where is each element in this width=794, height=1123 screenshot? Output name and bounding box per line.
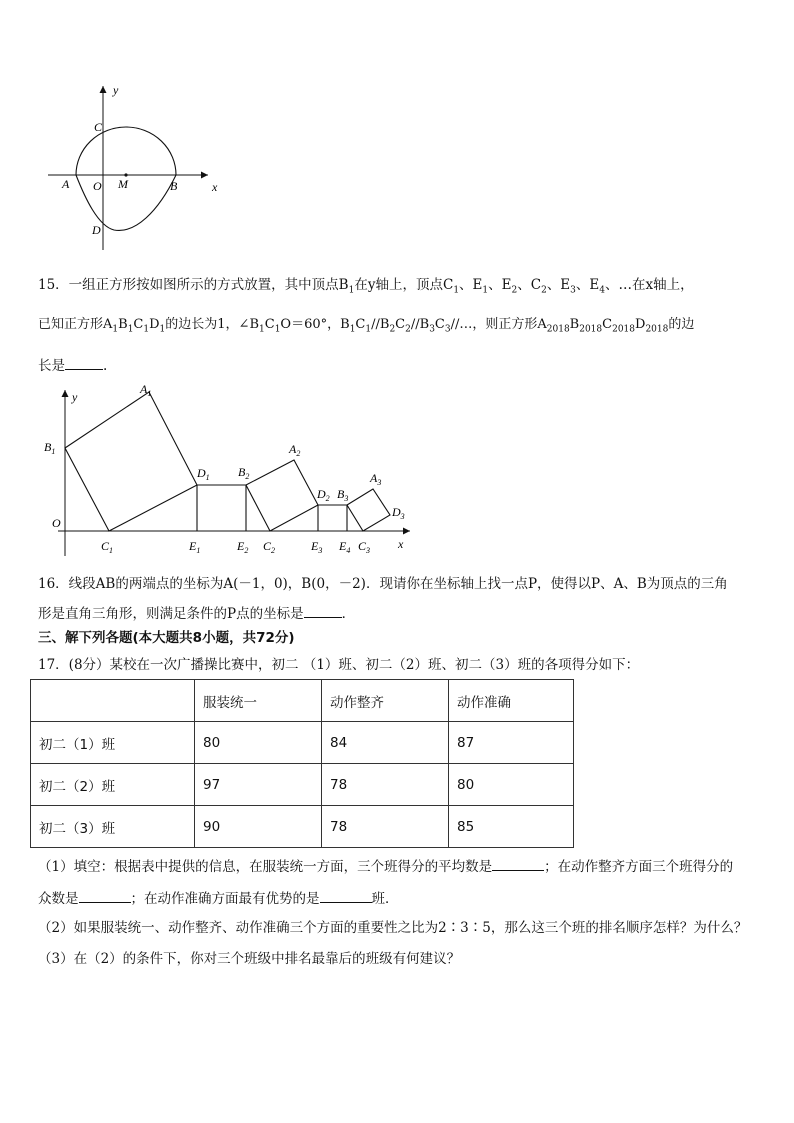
q17-intro: 17．(8分）某校在一次广播操比赛中，初二 （1）班、初二（2）班、初二（3）班的各项得分如下： (38, 657, 640, 673)
table-header-cell: 动作整齐 (322, 680, 449, 722)
table-cell: 97 (195, 764, 322, 806)
label-e2: $E_2$ (237, 539, 249, 555)
table-header-cell: 服装统一 (195, 680, 322, 722)
label-d3: $D_3$ (392, 505, 405, 521)
table-cell: 78 (322, 806, 449, 848)
q15-line-3: 长是 . (38, 355, 107, 375)
square-4 (318, 505, 347, 531)
table-header-row (31, 680, 574, 722)
table-cell: 85 (449, 806, 574, 848)
label-d1: $D_1$ (197, 466, 210, 482)
label-b2: $B_2$ (238, 465, 250, 481)
x-axis-label: x (398, 537, 404, 551)
table-cell: 78 (322, 764, 449, 806)
table-cell: 84 (322, 722, 449, 764)
q17-part-1-line-1: （1）填空：根据表中提供的信息，在服装统一方面，三个班得分的平均数是 ；在动作整齐方面三个班得分的 (38, 856, 733, 876)
answer-blank-average (492, 856, 544, 871)
q17-part-1-line-2: 众数是 ；在动作准确方面最有优势的是 班． (38, 888, 399, 908)
circle-arc (76, 127, 176, 175)
table-cell: 初二（2）班 (31, 764, 195, 806)
label-d2: $D_2$ (317, 487, 330, 503)
label-a: A (62, 177, 70, 191)
square-1 (65, 392, 197, 531)
label-c1: $C_1$ (101, 539, 114, 555)
table-row (31, 806, 574, 848)
y-axis-label: y (72, 390, 78, 404)
q15-line-1: 15．一组正方形按如图所示的方式放置，其中顶点$B_1$在y轴上，顶点$C_1$、$E_1$、$E_2$、$C_2$、$E_3$、$E_4$、…在x轴上， (38, 277, 694, 296)
q16-line-1: 16．线段AB的两端点的坐标为A(－1，0)，B(0，－2)．现请你在坐标轴上找一点P，使得以P、A、B为顶点的三角 (38, 576, 728, 592)
q16-line-2: 形是直角三角形，则满足条件的P点的坐标是 ． (38, 603, 355, 623)
table-cell: 80 (195, 722, 322, 764)
label-a1: $A_1$ (140, 382, 152, 398)
section-heading: 三、解下列各题(本大题共8小题，共72分) (38, 630, 295, 646)
table-cell: 80 (449, 764, 574, 806)
q17-part-3: （3）在（2）的条件下，你对三个班级中排名最靠后的班级有何建议？ (38, 951, 461, 967)
table-row (31, 722, 574, 764)
table-row (31, 764, 574, 806)
label-e3: $E_3$ (311, 539, 323, 555)
x-axis (48, 172, 208, 179)
answer-blank-mode (79, 888, 131, 903)
label-c: C (94, 120, 103, 134)
circle-figure (40, 80, 220, 255)
label-e4: $E_4$ (339, 539, 351, 555)
label-e1: $E_1$ (189, 539, 201, 555)
answer-blank-q15 (65, 355, 103, 370)
label-b3: $B_3$ (337, 487, 349, 503)
table-cell: 90 (195, 806, 322, 848)
label-a2: $A_2$ (289, 442, 301, 458)
label-d: D (92, 223, 101, 237)
y-axis-label: y (113, 83, 119, 97)
square-5 (347, 489, 390, 531)
q15-line-2: 已知正方形$A_1B_1C_1D_1$的边长为1，$\angle B_1C_1O=60^\circ$，$B_1C_1//B_2C_2//B_3C_3//\dots$，则正方形$A_{2018}B_{2018}C_{2018}D_{2018}$的边 (38, 317, 695, 335)
q17-part-2: （2）如果服装统一、动作整齐、动作准确三个方面的重要性之比为2∶3∶5，那么这三个班的排名顺序怎样？为什么？ (38, 920, 748, 936)
label-o: O (93, 179, 102, 193)
origin-label: O (52, 516, 61, 530)
answer-blank-best-class (320, 888, 372, 903)
answer-blank-q16 (304, 603, 342, 618)
score-table (30, 679, 574, 848)
label-c2: $C_2$ (263, 539, 276, 555)
label-m: M (118, 177, 128, 191)
label-b1: $B_1$ (44, 440, 56, 456)
table-header-cell (31, 680, 195, 722)
label-b: B (170, 179, 178, 193)
label-a3: $A_3$ (370, 471, 382, 487)
x-axis-label: x (212, 180, 218, 194)
table-cell: 初二（1）班 (31, 722, 195, 764)
table-cell: 初二（3）班 (31, 806, 195, 848)
table-cell: 87 (449, 722, 574, 764)
label-c3: $C_3$ (358, 539, 371, 555)
table-header-cell: 动作准确 (449, 680, 574, 722)
square-3 (246, 460, 318, 531)
square-2 (197, 485, 246, 531)
squares-figure (40, 380, 420, 565)
